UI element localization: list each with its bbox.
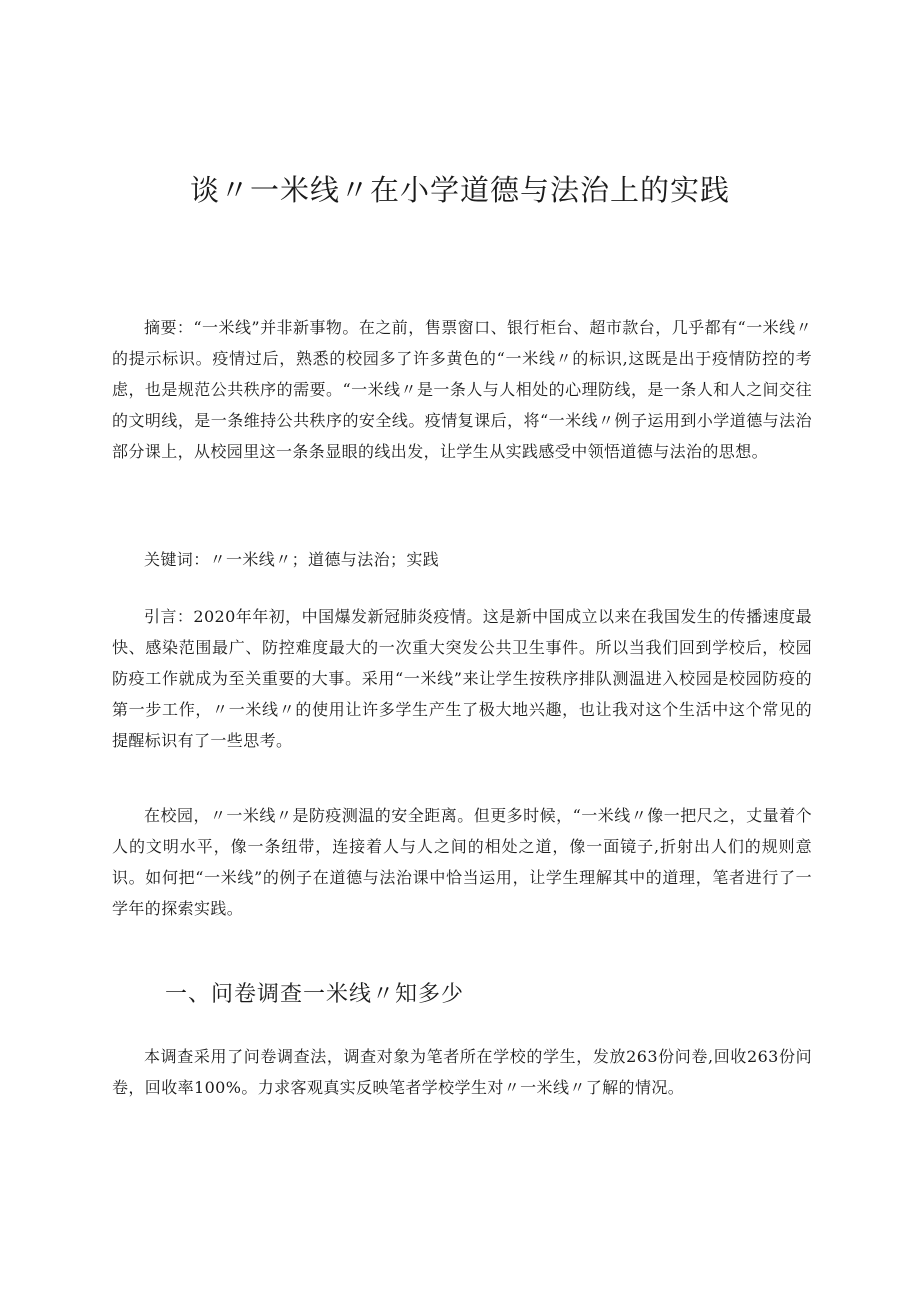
abstract-paragraph: 摘要：“一米线”并非新事物。在之前，售票窗口、银行柜台、超市款台，几乎都有“一米线〃的提示标识。疫情过后，熟悉的校园多了许多黄色的“一米线〃的标识,这既是出于疫情防控的考虑，也是规范公共秩序的需要。“一米线〃是一条人与人相处的心理防线，是一条人和人之间交往的文明线，是一条维持公共秩序的安全线。疫情复课后，将“一米线〃例子运用到小学道德与法治部分课上，从校园里这一条条显眼的线出发，让学生从实践感受中领悟道德与法治的思想。 (112, 318, 812, 461)
introduction-paragraph: 引言：2020年年初，中国爆发新冠肺炎疫情。这是新中国成立以来在我国发生的传播速度最快、感染范围最广、防控难度最大的一次重大突发公共卫生事件。所以当我们回到学校后，校园防疫工作就成为至关重要的大事。采用“一米线”来让学生按秩序排队测温进入校园是校园防疫的第一步工作，〃一米线〃的使用让许多学生产生了极大地兴趣，也让我对这个生活中这个常见的提醒标识有了一些思考。 (112, 607, 812, 750)
document-title: 谈〃一米线〃在小学道德与法治上的实践 (189, 173, 730, 207)
keywords-paragraph: 关键词：〃一米线〃；道德与法治；实践 (144, 550, 440, 569)
section-heading: 一、问卷调查一米线〃知多少 (165, 982, 465, 1007)
campus-paragraph: 在校园，〃一米线〃是防疫测温的安全距离。但更多时候，“一米线〃像一把尺之，丈量着个人的文明水平，像一条纽带，连接着人与人之间的相处之道，像一面镜子,折射出人们的规则意识。如何把“一米线”的例子在道德与法治课中恰当运用，让学生理解其中的道理，笔者进行了一学年的探索实践。 (112, 806, 812, 918)
survey-paragraph: 本调查采用了问卷调查法，调查对象为笔者所在学校的学生，发放263份问卷,回收263份问卷，回收率100%。力求客观真实反映笔者学校学生对〃一米线〃了解的情况。 (112, 1047, 812, 1097)
